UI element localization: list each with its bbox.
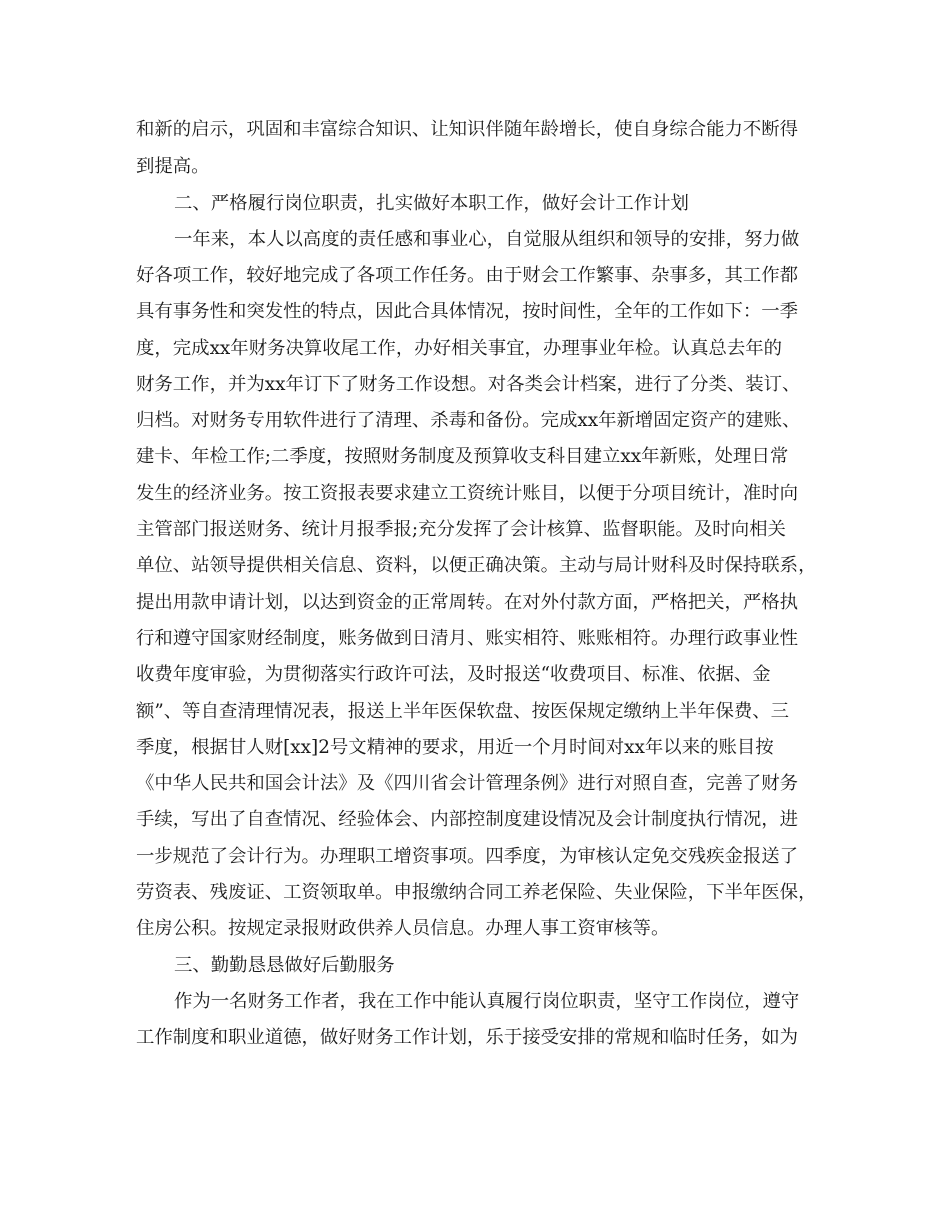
paragraph-line: 和新的启示，巩固和丰富综合知识、让知识伴随年龄增长，使自身综合能力不断得 [136, 119, 799, 140]
section-heading: 三、勤勤恳恳做好后勤服务 [174, 955, 395, 976]
paragraph-line: 收费年度审验，为贯彻落实行政许可法，及时报送“收费项目、标准、依据、金 [136, 664, 771, 685]
paragraph-line: 劳资表、残废证、工资领取单。申报缴纳合同工养老保险、失业保险，下半年医保， [136, 882, 817, 903]
paragraph-line: 主管部门报送财务、统计月报季报;充分发挥了会计核算、监督职能。及时向相关 [136, 519, 786, 540]
paragraph-line: 好各项工作，较好地完成了各项工作任务。由于财会工作繁事、杂事多，其工作都 [136, 265, 799, 286]
paragraph-line: 手续，写出了自查情况、经验体会、内部控制度建设情况及会计制度执行情况，进 [136, 809, 799, 830]
paragraph-line: 《中华人民共和国会计法》及《四川省会计管理条例》进行对照自查，完善了财务 [136, 773, 799, 794]
paragraph-line: 一步规范了会计行为。办理职工增资事项。四季度，为审核认定免交残疾金报送了 [136, 846, 799, 867]
paragraph-line: 住房公积。按规定录报财政供养人员信息。办理人事工资审核等。 [136, 918, 670, 939]
paragraph-line: 额”、等自查清理情况表，报送上半年医保软盘、按医保规定缴纳上半年保费、三 [136, 701, 790, 722]
section-heading: 二、严格履行岗位职责，扎实做好本职工作，做好会计工作计划 [174, 193, 689, 214]
paragraph-line: 行和遵守国家财经制度，账务做到日清月、账实相符、账账相符。办理行政事业性 [136, 628, 799, 649]
paragraph-line: 季度，根据甘人财[xx]2号文精神的要求，用近一个月时间对xx年以来的账目按 [136, 737, 774, 758]
paragraph-line: 度，完成xx年财务决算收尾工作，办好相关事宜，办理事业年检。认真总去年的 [136, 338, 783, 359]
paragraph-line: 单位、站领导提供相关信息、资料，以便正确决策。主动与局计财科及时保持联系， [136, 555, 817, 576]
paragraph-line: 一年来，本人以高度的责任感和事业心，自觉服从组织和领导的安排，努力做 [174, 229, 800, 250]
paragraph-line: 财务工作，并为xx年订下了财务工作设想。对各类会计档案，进行了分类、装订、 [136, 374, 801, 395]
paragraph-line: 工作制度和职业道德，做好财务工作计划，乐于接受安排的常规和临时任务，如为 [136, 1027, 799, 1048]
paragraph-line: 具有事务性和突发性的特点，因此合具体情况，按时间性，全年的工作如下：一季 [136, 301, 799, 322]
paragraph-line: 提出用款申请计划，以达到资金的正常周转。在对外付款方面，严格把关，严格执 [136, 592, 799, 613]
paragraph-line: 发生的经济业务。按工资报表要求建立工资统计账目，以便于分项目统计，准时向 [136, 483, 799, 504]
paragraph-line: 归档。对财务专用软件进行了清理、杀毒和备份。完成xx年新增固定资产的建账、 [136, 410, 801, 431]
paragraph-line: 建卡、年检工作;二季度，按照财务制度及预算收支科目建立xx年新账，处理日常 [136, 446, 789, 467]
paragraph-line: 作为一名财务工作者，我在工作中能认真履行岗位职责，坚守工作岗位，遵守 [174, 991, 800, 1012]
paragraph-line: 到提高。 [136, 156, 210, 177]
